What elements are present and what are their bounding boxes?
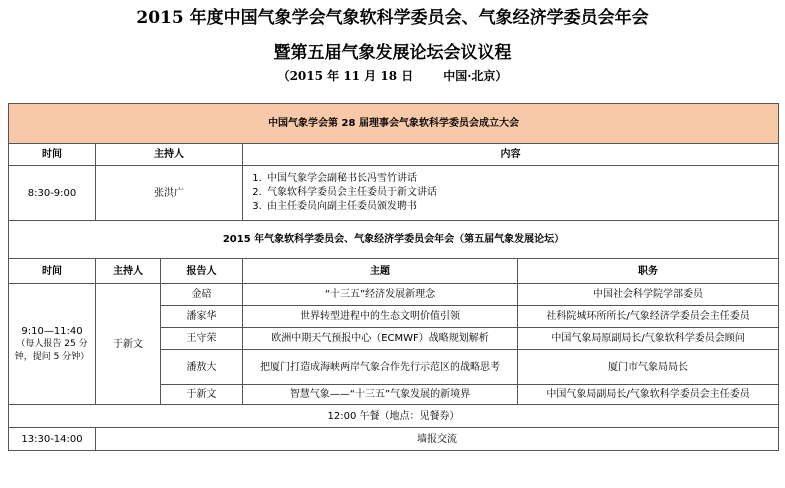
section1-item: 2. 气象软科学委员会主任委员于新文讲话	[265, 186, 776, 200]
speaker-position: 中国气象局副局长/气象软科学委员会主任委员	[518, 385, 779, 405]
section2-col-position: 职务	[518, 259, 779, 284]
section2-time: 9:10—11:40	[21, 325, 83, 337]
section1-item: 1. 中国气象学会副秘书长冯雪竹讲话	[265, 172, 776, 186]
table-row	[9, 284, 779, 306]
talk-topic: 世界转型进程中的生态文明价值引领	[243, 306, 518, 328]
speaker-name: 潘敖大	[161, 350, 243, 385]
section2-time-cell	[9, 284, 96, 405]
section2-host: 于新文	[96, 284, 161, 405]
speaker-position: 中国气象局原副局长/气象软科学委员会顾问	[518, 328, 779, 350]
section1-col-content: 内容	[243, 144, 779, 166]
section1-header-row	[9, 144, 779, 166]
speaker-position: 中国社会科学院学部委员	[518, 284, 779, 306]
section2-col-speaker: 报告人	[161, 259, 243, 284]
section1-col-host: 主持人	[96, 144, 243, 166]
talk-topic: 智慧气象——“十三五”气象发展的新境界	[243, 385, 518, 405]
title-line-1: 2015 年度中国气象学会气象软科学委员会、气象经济学委员会年会	[136, 8, 649, 28]
section2-col-host: 主持人	[96, 259, 161, 284]
agenda-table	[8, 103, 779, 451]
section1-row	[9, 166, 779, 221]
section1-title-row	[9, 104, 779, 144]
lunch-row	[9, 405, 779, 428]
poster-time: 13:30-14:00	[9, 428, 96, 451]
speaker-position: 厦门市气象局局长	[518, 350, 779, 385]
section1-items	[245, 172, 776, 214]
speaker-name: 金碚	[161, 284, 243, 306]
talk-topic: 把厦门打造成海峡两岸气象合作先行示范区的战略思考	[243, 350, 518, 385]
title-line-2: 暨第五届气象发展论坛会议议程	[273, 43, 512, 63]
section1-item: 3. 由主任委员向副主任委员颁发聘书	[265, 200, 776, 214]
speaker-name: 王守荣	[161, 328, 243, 350]
section2-title: 2015 年气象软科学委员会、气象经济学委员会年会（第五届气象发展论坛）	[9, 221, 779, 259]
section1-time: 8:30-9:00	[9, 166, 96, 221]
section2-title-row	[9, 221, 779, 259]
meeting-date: （2015 年 11 月 18 日	[277, 69, 414, 83]
speaker-name: 潘家华	[161, 306, 243, 328]
meeting-location: 中国·北京）	[443, 69, 508, 83]
poster-content: 墙报交流	[96, 428, 779, 451]
talk-topic: “十三五”经济发展新理念	[243, 284, 518, 306]
section2-col-topic: 主题	[243, 259, 518, 284]
section1-title: 中国气象学会第 28 届理事会气象软科学委员会成立大会	[9, 104, 779, 144]
section2-header-row	[9, 259, 779, 284]
section1-content	[243, 166, 779, 221]
section1-host: 张洪广	[96, 166, 243, 221]
poster-row	[9, 428, 779, 451]
section1-col-time: 时间	[9, 144, 96, 166]
lunch-info: 12:00 午餐（地点：见餐券）	[9, 405, 779, 428]
speaker-position: 社科院城环所所长/气象经济学委员会主任委员	[518, 306, 779, 328]
section2-time-note: （每人报告 25 分钟，提问 5 分钟）	[14, 338, 90, 362]
speaker-name: 于新文	[161, 385, 243, 405]
date-location-line	[0, 67, 785, 85]
talk-topic: 欧洲中期天气预报中心（ECMWF）战略规划解析	[243, 328, 518, 350]
section2-col-time: 时间	[9, 259, 96, 284]
